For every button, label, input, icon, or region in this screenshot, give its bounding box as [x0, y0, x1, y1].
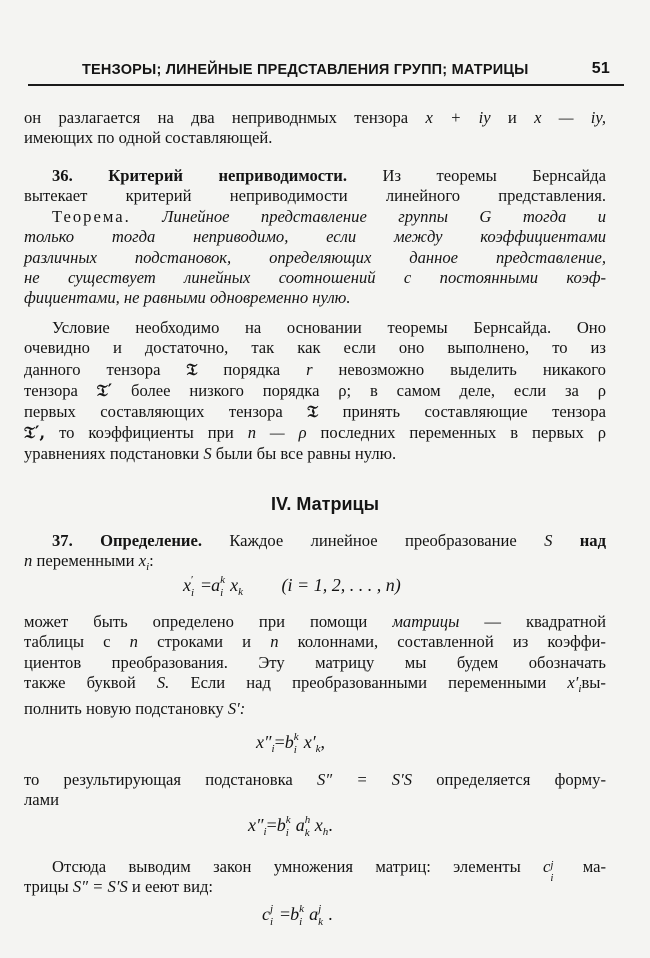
header-title: ТЕНЗОРЫ; ЛИНЕЙНЫЕ ПРЕДСТАВЛЕНИЯ ГРУПП; МАТРИЦЫ: [82, 62, 529, 78]
formula-condition: (i = 1, 2, . . . , n): [281, 575, 401, 595]
proof-paragraph: [24, 318, 606, 464]
text-line: только тогда неприводимо, если между коэффициентами: [24, 227, 606, 247]
matrix-paragraph: [24, 612, 606, 719]
result-paragraph: [24, 770, 606, 811]
text-line: также буквой S. Если над преобразованными переменными $x'_iвы-$: [24, 672, 606, 695]
multiplication-paragraph: [24, 857, 606, 898]
text-line: имеющих по одной составляющей.: [24, 128, 273, 148]
formula-substitution: $x''_i=b$ k i $x'_k$,: [256, 731, 326, 756]
text-line: таблицы с n строками и n колоннами, составленной из коэффи-: [24, 632, 606, 652]
text-line: 𝔗′, то коэффициенты при n — ρ последних переменных в первых ρ: [24, 422, 607, 443]
text-line: фициентами, не равными одновременно нулю.: [24, 288, 351, 308]
theorem: [24, 207, 606, 308]
text-line: полнить новую подстановку S′:: [24, 699, 246, 719]
theorem-label: Теорема.: [52, 207, 131, 226]
text-line: Теорема. Линейное представление группы G тогда и: [24, 207, 606, 227]
text-line: 37. Определение. Каждое линейное преобразование S над: [24, 531, 606, 551]
text-line: Отсюда выводим закон умножения матриц: элементы c j i ма-: [52, 857, 607, 884]
header-rule: [28, 84, 624, 86]
formula-composition: $x''_i=b$ k i a h k $x_h$.: [248, 814, 333, 839]
page-number: 51: [591, 60, 610, 77]
text-line: он разлагается на два неприводнмых тензора x + iy и x — iy,: [24, 108, 607, 127]
text-line: может быть определено при помощи матрицы — квадратной: [24, 612, 606, 631]
section-37: [24, 531, 606, 578]
section-heading: 37. Определение.: [52, 531, 202, 550]
text-line: лами: [24, 790, 60, 810]
section-title: IV. Матрицы: [271, 494, 379, 514]
text-line: данного тензора 𝔗 порядка r невозможно выделить никакого: [24, 358, 606, 379]
text-line: n переменными $x_i$:: [24, 551, 154, 574]
text-line: уравнениях подстановки S были бы все равны нулю.: [24, 443, 397, 463]
formula-transformation: x ′ i =a k i $x_k$ (i = 1, 2, . . . , n): [183, 574, 401, 599]
text-line: то результирующая подстановка S″ = S′S определяется форму-: [24, 770, 606, 789]
section-36: [24, 166, 606, 207]
formula-matrix-product: c j i =b k i a j k .: [262, 903, 333, 928]
text-line: трицы S″ = S′S и ееют вид:: [24, 877, 214, 897]
text-line: вытекает критерий неприводимости линейного представления.: [24, 186, 606, 206]
text-line: очевидно и достаточно, так как если оно выполнено, то из: [24, 338, 606, 358]
text-line: 36. Критерий неприводимости. Из теоремы Бернсайда: [24, 166, 606, 186]
text-line: не существует линейных соотношений с постоянными коэф-: [24, 267, 606, 287]
text-line: тензора 𝔗′ более низкого порядка ρ; в самом деле, если за ρ: [24, 379, 606, 400]
text-line: циентов преобразования. Эту матрицу мы будем обозначать: [24, 652, 606, 672]
text-line: первых составляющих тензора 𝔗 принять составляющие тензора: [24, 401, 606, 422]
text-line: Условие необходимо на основании теоремы Бернсайда. Оно: [52, 318, 606, 337]
section-heading: 36. Критерий неприводимости.: [52, 166, 347, 185]
text-line: различных подстановок, определяющих данное представление,: [24, 247, 606, 267]
running-header: [30, 58, 620, 84]
paragraph-continuation: [24, 108, 606, 149]
